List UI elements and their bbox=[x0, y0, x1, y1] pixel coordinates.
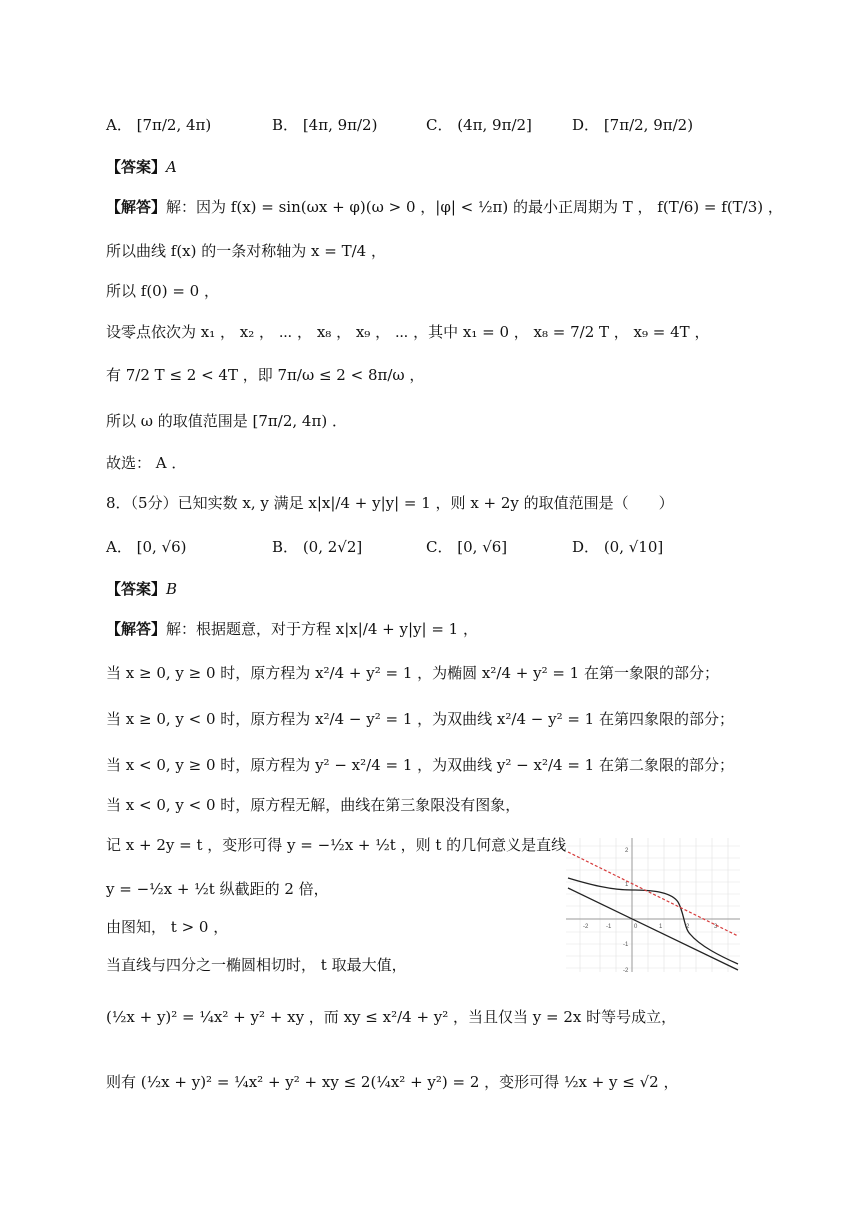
q7-solution-line: 所以 f(0) = 0 ， bbox=[106, 282, 219, 300]
q8-solution-line: 则有 (½x + y)² = ¼x² + y² + xy ≤ 2(¼x² + y²) = 2 ，变形可得 ½x + y ≤ √2 ， bbox=[106, 1073, 679, 1091]
q8-solution-line: 当 x < 0, y ≥ 0 时，原方程为 y² − x²/4 = 1 ，为双曲线 y² − x²/4 = 1 在第二象限的部分； bbox=[106, 756, 734, 774]
q8-solution-line: 当 x ≥ 0, y ≥ 0 时，原方程为 x²/4 + y² = 1 ，为椭圆 x²/4 + y² = 1 在第一象限的部分； bbox=[106, 664, 719, 682]
q8-solution-line: (½x + y)² = ¼x² + y² + xy ，而 xy ≤ x²/4 + y² ，当且仅当 y = 2x 时等号成立， bbox=[106, 1008, 677, 1026]
q8-solution-line: 当直线与四分之一椭圆相切时， t 取最大值， bbox=[106, 956, 407, 974]
q7-answer: 【答案】A bbox=[106, 158, 177, 176]
q8-stem: 8．（5分）已知实数 x, y 满足 x|x|/4 + y|y| = 1 ，则 x + 2y 的取值范围是（ ） bbox=[106, 494, 674, 512]
y-tick-label: 2 bbox=[625, 848, 629, 854]
y-tick-label: -2 bbox=[623, 968, 629, 972]
q8-option-a[interactable]: A． [0, √6) bbox=[106, 538, 187, 556]
q7-option-a[interactable]: A． [7π/2, 4π) bbox=[106, 116, 212, 134]
q7-solution-line: 设零点依次为 x₁ ， x₂ ， ⋯ ， x₈ ， x₉ ， ⋯ ，其中 x₁ = 0 ， x₈ = 7/2 T ， x₉ = 4T ， bbox=[106, 323, 710, 341]
q8-solution-line: 【解答】解：根据题意，对于方程 x|x|/4 + y|y| = 1 ， bbox=[106, 620, 478, 638]
q7-option-c[interactable]: C． (4π, 9π/2] bbox=[426, 116, 532, 134]
q8-solution-line: 当 x ≥ 0, y < 0 时，原方程为 x²/4 − y² = 1 ，为双曲线 x²/4 − y² = 1 在第四象限的部分； bbox=[106, 710, 734, 728]
q8-solution-line: 记 x + 2y = t ，变形可得 y = −½x + ½t ，则 t 的几何意义是直线 bbox=[106, 836, 567, 854]
q7-option-d[interactable]: D． [7π/2, 9π/2) bbox=[572, 116, 694, 134]
q7-solution-line: 所以 ω 的取值范围是 [7π/2, 4π) ． bbox=[106, 412, 347, 430]
x-tick-label: 0 bbox=[634, 924, 638, 930]
q8-figure bbox=[566, 838, 740, 972]
q8-solution-line: y = −½x + ½t 纵截距的 2 倍， bbox=[106, 880, 329, 898]
q8-option-c[interactable]: C． [0, √6] bbox=[426, 538, 508, 556]
x-tick-label: 2 bbox=[686, 924, 690, 930]
q7-solution-line: 【解答】解：因为 f(x) = sin(ωx + φ)(ω > 0 ，|φ| < ½π) 的最小正周期为 T ， f(T/6) = f(T/3) ， bbox=[106, 198, 783, 216]
q7-option-b[interactable]: B． [4π, 9π/2) bbox=[272, 116, 378, 134]
q8-solution-line: 当 x < 0, y < 0 时，原方程无解，曲线在第三象限没有图象， bbox=[106, 796, 521, 814]
y-tick-label: -1 bbox=[623, 942, 629, 948]
q8-option-d[interactable]: D． (0, √10] bbox=[572, 538, 664, 556]
q8-solution-line: 由图知， t > 0 ， bbox=[106, 918, 229, 936]
y-tick-labels bbox=[623, 848, 629, 972]
curve bbox=[568, 878, 738, 964]
x-tick-label: 3 bbox=[714, 924, 718, 930]
x-tick-label: -1 bbox=[606, 924, 612, 930]
q8-answer: 【答案】B bbox=[106, 580, 178, 598]
x-tick-label: -2 bbox=[583, 924, 589, 930]
q7-solution-line: 故选： A ． bbox=[106, 454, 187, 472]
q8-option-b[interactable]: B． (0, 2√2] bbox=[272, 538, 363, 556]
q7-solution-line: 所以曲线 f(x) 的一条对称轴为 x = T/4 ， bbox=[106, 242, 386, 260]
x-tick-labels bbox=[583, 924, 718, 930]
line-x-plus-2y-eq-0 bbox=[568, 888, 738, 970]
q7-solution-line: 有 7/2 T ≤ 2 < 4T ，即 7π/ω ≤ 2 < 8π/ω ， bbox=[106, 366, 425, 384]
x-tick-label: 1 bbox=[659, 924, 663, 930]
y-tick-label: 1 bbox=[625, 882, 629, 888]
